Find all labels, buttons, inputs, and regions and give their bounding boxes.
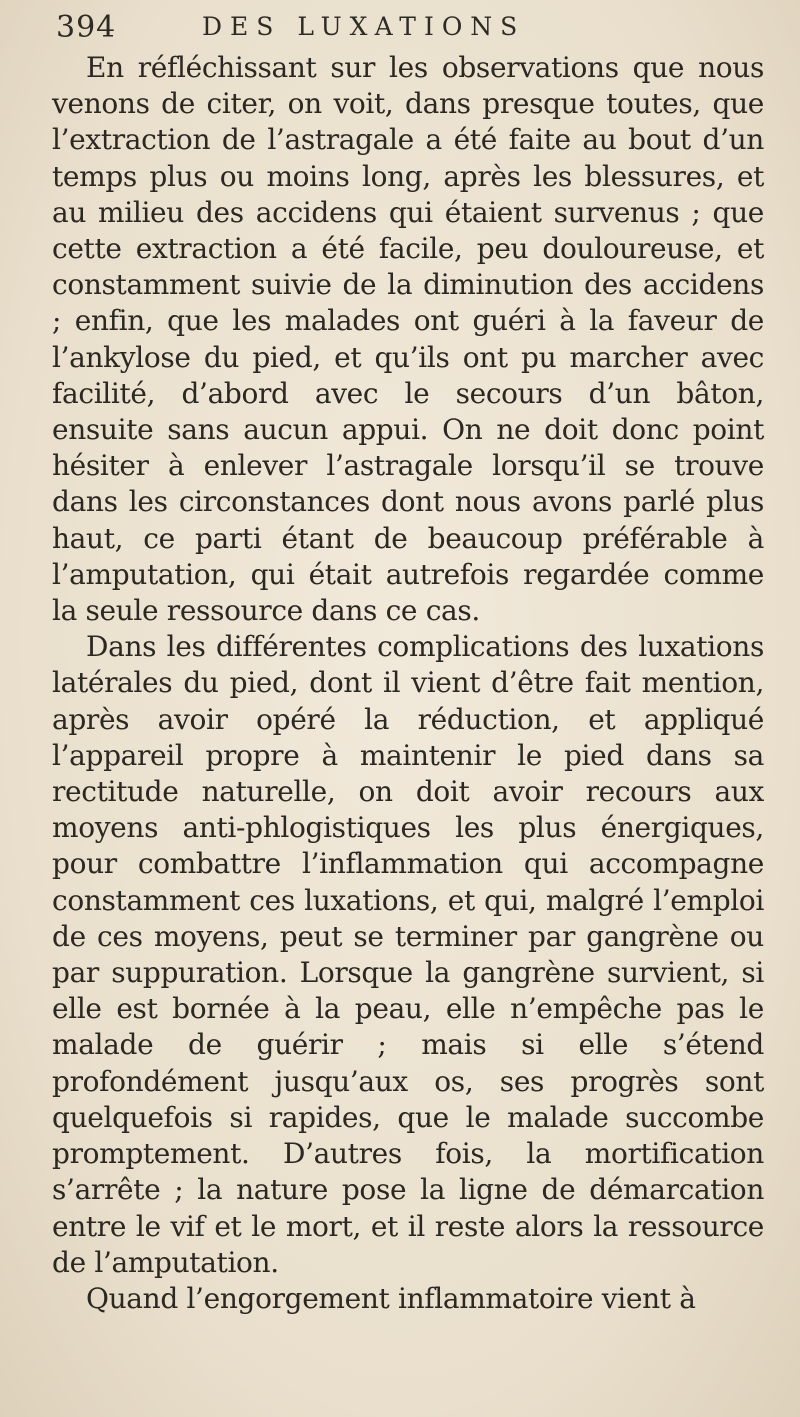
page-number: 394	[56, 10, 117, 45]
page-header	[56, 10, 756, 50]
paragraph: Quand l’engorgement inflammatoire vient à	[86, 1281, 696, 1315]
paragraph: En réfléchissant sur les observations que nous venons de citer, on voit, dans presque toutes, que l’extraction de l’astragale a été faite au bout d’un temps plus ou moins long, après les blessures, et au milieu des accidens qui étaient survenus ; que cette extraction a été facile, peu douloureuse, et constamment suivie de la diminution des accidens ; enfin, que les malades ont guéri à la faveur de l’ankylose du pied, et qu’ils ont pu marcher avec facilité, d’abord avec le secours d’un bâton, ensuite sans aucun appui. On ne doit donc point hésiter à enlever l’astragale lorsqu’il se trouve dans les circonstances dont nous avons parlé plus haut, ce parti étant de beaucoup préférable à l’amputation, qui était autrefois regardée comme la seule ressource dans ce cas.	[52, 51, 764, 628]
running-title: DES LUXATIONS	[202, 12, 526, 41]
paragraph: Dans les différentes complications des luxations latérales du pied, dont il vient d’être fait mention, après avoir opéré la réduction, et appliqué l’appareil propre à maintenir le pied dans sa rectitude naturelle, on doit avoir recours aux moyens anti-phlogistiques les plus énergiques, pour combattre l’inflammation qui accompagne constamment ces luxations, et qui, malgré l’emploi de ces moyens, peut se terminer par gangrène ou par suppuration. Lorsque la gangrène survient, si elle est bornée à la peau, elle n’empêche pas le malade de guérir ; mais si elle s’étend profondément jusqu’aux os, ses progrès sont quelquefois si rapides, que le malade succombe promptement. D’autres fois, la mortification s’arrête ; la nature pose la ligne de démarcation entre le vif et le mort, et il reste alors la ressource de l’amputation.	[52, 630, 764, 1279]
body-text	[52, 50, 764, 1317]
